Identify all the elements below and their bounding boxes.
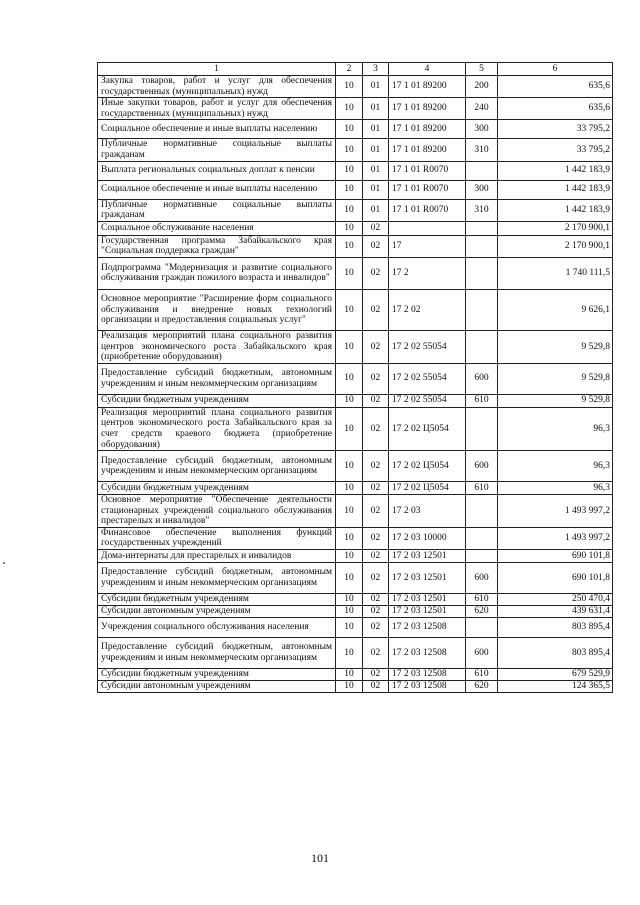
header-col-6: 6 bbox=[498, 63, 613, 76]
amount-cell: 9 626,1 bbox=[498, 289, 613, 330]
table-row bbox=[98, 180, 613, 199]
amount-cell: 9 529,8 bbox=[498, 330, 613, 363]
table-row bbox=[98, 221, 613, 235]
section-cell: 10 bbox=[336, 550, 363, 563]
target-article-cell: 17 2 03 12501 bbox=[389, 563, 466, 594]
target-article-cell: 17 2 03 12508 bbox=[389, 638, 466, 669]
expense-type-cell: 610 bbox=[466, 669, 498, 681]
table-row bbox=[98, 669, 613, 681]
amount-cell: 1 493 997,2 bbox=[498, 495, 613, 528]
row-name-cell: Субсидии автономным учреждениям bbox=[98, 606, 336, 618]
section-cell: 10 bbox=[336, 76, 363, 98]
subsection-cell: 02 bbox=[363, 257, 389, 289]
header-col-2: 2 bbox=[336, 63, 363, 76]
target-article-cell: 17 2 03 12501 bbox=[389, 606, 466, 618]
subsection-cell: 02 bbox=[363, 451, 389, 482]
amount-cell: 250 470,4 bbox=[498, 594, 613, 606]
table-row bbox=[98, 330, 613, 363]
target-article-cell: 17 1 01 89200 bbox=[389, 139, 466, 161]
table-row bbox=[98, 199, 613, 221]
subsection-cell: 02 bbox=[363, 681, 389, 693]
section-cell: 10 bbox=[336, 257, 363, 289]
header-col-3: 3 bbox=[363, 63, 389, 76]
subsection-cell: 02 bbox=[363, 550, 389, 563]
target-article-cell: 17 2 02 55054 bbox=[389, 330, 466, 363]
table-row bbox=[98, 594, 613, 606]
section-cell: 10 bbox=[336, 330, 363, 363]
expense-type-cell bbox=[466, 527, 498, 549]
subsection-cell: 02 bbox=[363, 235, 389, 257]
table-row bbox=[98, 257, 613, 289]
target-article-cell: 17 2 03 12501 bbox=[389, 594, 466, 606]
expense-type-cell bbox=[466, 618, 498, 638]
table-row bbox=[98, 407, 613, 450]
scan-speck bbox=[3, 562, 5, 564]
amount-cell: 1 442 183,9 bbox=[498, 161, 613, 180]
expense-type-cell: 620 bbox=[466, 681, 498, 693]
expense-type-cell: 300 bbox=[466, 180, 498, 199]
subsection-cell: 01 bbox=[363, 76, 389, 98]
row-name-cell: Закупка товаров, работ и услуг для обеспечения государственных (муниципальных) нужд bbox=[98, 76, 336, 98]
row-name-cell: Субсидии автономным учреждениям bbox=[98, 681, 336, 693]
amount-cell: 690 101,8 bbox=[498, 563, 613, 594]
expense-type-cell: 300 bbox=[466, 120, 498, 139]
target-article-cell: 17 1 01 89200 bbox=[389, 98, 466, 120]
target-article-cell: 17 1 01 89200 bbox=[389, 120, 466, 139]
table-row bbox=[98, 139, 613, 161]
table-row bbox=[98, 681, 613, 693]
section-cell: 10 bbox=[336, 482, 363, 495]
table-row bbox=[98, 235, 613, 257]
expense-type-cell: 240 bbox=[466, 98, 498, 120]
amount-cell: 2 170 900,1 bbox=[498, 221, 613, 235]
header-col-4: 4 bbox=[389, 63, 466, 76]
section-cell: 10 bbox=[336, 221, 363, 235]
row-name-cell: Публичные нормативные социальные выплаты гражданам bbox=[98, 139, 336, 161]
target-article-cell: 17 2 02 Ц5054 bbox=[389, 451, 466, 482]
amount-cell: 9 529,8 bbox=[498, 363, 613, 394]
amount-cell: 690 101,8 bbox=[498, 550, 613, 563]
target-article-cell: 17 2 03 10000 bbox=[389, 527, 466, 549]
subsection-cell: 02 bbox=[363, 289, 389, 330]
expense-type-cell bbox=[466, 257, 498, 289]
expense-type-cell bbox=[466, 495, 498, 528]
expense-type-cell: 610 bbox=[466, 482, 498, 495]
subsection-cell: 02 bbox=[363, 606, 389, 618]
row-name-cell: Социальное обеспечение и иные выплаты населению bbox=[98, 180, 336, 199]
expense-type-cell bbox=[466, 221, 498, 235]
table-row bbox=[98, 527, 613, 549]
amount-cell: 635,6 bbox=[498, 76, 613, 98]
section-cell: 10 bbox=[336, 180, 363, 199]
table-row bbox=[98, 363, 613, 394]
header-col-5: 5 bbox=[466, 63, 498, 76]
subsection-cell: 01 bbox=[363, 161, 389, 180]
row-name-cell: Субсидии бюджетным учреждениям bbox=[98, 594, 336, 606]
section-cell: 10 bbox=[336, 669, 363, 681]
subsection-cell: 02 bbox=[363, 527, 389, 549]
subsection-cell: 02 bbox=[363, 495, 389, 528]
table-row bbox=[98, 394, 613, 407]
table-body bbox=[98, 76, 613, 693]
table-row bbox=[98, 161, 613, 180]
subsection-cell: 02 bbox=[363, 669, 389, 681]
section-cell: 10 bbox=[336, 638, 363, 669]
row-name-cell: Дома-интернаты для престарелых и инвалидов bbox=[98, 550, 336, 563]
row-name-cell: Социальное обслуживание населения bbox=[98, 221, 336, 235]
subsection-cell: 01 bbox=[363, 120, 389, 139]
row-name-cell: Иные закупки товаров, работ и услуг для обеспечения государственных (муниципальных) нужд bbox=[98, 98, 336, 120]
row-name-cell: Социальное обеспечение и иные выплаты населению bbox=[98, 120, 336, 139]
section-cell: 10 bbox=[336, 394, 363, 407]
section-cell: 10 bbox=[336, 407, 363, 450]
subsection-cell: 02 bbox=[363, 221, 389, 235]
target-article-cell: 17 1 01 R0070 bbox=[389, 199, 466, 221]
row-name-cell: Финансовое обеспечение выполнения функций государственных учреждений bbox=[98, 527, 336, 549]
section-cell: 10 bbox=[336, 98, 363, 120]
target-article-cell: 17 2 03 12508 bbox=[389, 681, 466, 693]
section-cell: 10 bbox=[336, 363, 363, 394]
amount-cell: 33 795,2 bbox=[498, 120, 613, 139]
row-name-cell: Учреждения социального обслуживания населения bbox=[98, 618, 336, 638]
target-article-cell: 17 2 03 bbox=[389, 495, 466, 528]
section-cell: 10 bbox=[336, 618, 363, 638]
table-row bbox=[98, 451, 613, 482]
expense-type-cell: 310 bbox=[466, 199, 498, 221]
subsection-cell: 01 bbox=[363, 180, 389, 199]
subsection-cell: 02 bbox=[363, 638, 389, 669]
row-name-cell: Субсидии бюджетным учреждениям bbox=[98, 669, 336, 681]
subsection-cell: 02 bbox=[363, 482, 389, 495]
expense-type-cell: 310 bbox=[466, 139, 498, 161]
target-article-cell: 17 1 01 89200 bbox=[389, 76, 466, 98]
amount-cell: 803 895,4 bbox=[498, 618, 613, 638]
target-article-cell bbox=[389, 221, 466, 235]
table-row bbox=[98, 289, 613, 330]
table-row bbox=[98, 638, 613, 669]
section-cell: 10 bbox=[336, 199, 363, 221]
target-article-cell: 17 2 03 12508 bbox=[389, 669, 466, 681]
target-article-cell: 17 2 03 12508 bbox=[389, 618, 466, 638]
amount-cell: 1 442 183,9 bbox=[498, 199, 613, 221]
row-name-cell: Предоставление субсидий бюджетным, автономным учреждениям и иным некоммерческим организациям bbox=[98, 363, 336, 394]
target-article-cell: 17 bbox=[389, 235, 466, 257]
table-row bbox=[98, 618, 613, 638]
section-cell: 10 bbox=[336, 495, 363, 528]
table-header-row bbox=[98, 63, 613, 76]
section-cell: 10 bbox=[336, 289, 363, 330]
amount-cell: 439 631,4 bbox=[498, 606, 613, 618]
target-article-cell: 17 2 02 bbox=[389, 289, 466, 330]
amount-cell: 96,3 bbox=[498, 451, 613, 482]
expense-type-cell bbox=[466, 289, 498, 330]
amount-cell: 96,3 bbox=[498, 482, 613, 495]
expense-type-cell bbox=[466, 550, 498, 563]
row-name-cell: Предоставление субсидий бюджетным, автономным учреждениям и иным некоммерческим организациям bbox=[98, 451, 336, 482]
expense-type-cell bbox=[466, 235, 498, 257]
amount-cell: 2 170 900,1 bbox=[498, 235, 613, 257]
budget-table bbox=[97, 62, 613, 693]
section-cell: 10 bbox=[336, 563, 363, 594]
expense-type-cell bbox=[466, 330, 498, 363]
subsection-cell: 02 bbox=[363, 363, 389, 394]
subsection-cell: 02 bbox=[363, 407, 389, 450]
amount-cell: 635,6 bbox=[498, 98, 613, 120]
section-cell: 10 bbox=[336, 606, 363, 618]
amount-cell: 803 895,4 bbox=[498, 638, 613, 669]
expense-type-cell bbox=[466, 161, 498, 180]
table-row bbox=[98, 76, 613, 98]
page-number: 101 bbox=[311, 851, 329, 865]
row-name-cell: Государственная программа Забайкальского края "Социальная поддержка граждан" bbox=[98, 235, 336, 257]
table-row bbox=[98, 120, 613, 139]
target-article-cell: 17 2 03 12501 bbox=[389, 550, 466, 563]
section-cell: 10 bbox=[336, 235, 363, 257]
subsection-cell: 01 bbox=[363, 98, 389, 120]
expense-type-cell: 610 bbox=[466, 594, 498, 606]
table-row bbox=[98, 98, 613, 120]
expense-type-cell: 200 bbox=[466, 76, 498, 98]
row-name-cell: Субсидии бюджетным учреждениям bbox=[98, 482, 336, 495]
table-row bbox=[98, 606, 613, 618]
row-name-cell: Выплата региональных социальных доплат к пенсии bbox=[98, 161, 336, 180]
table-row bbox=[98, 482, 613, 495]
amount-cell: 1 442 183,9 bbox=[498, 180, 613, 199]
expense-type-cell: 620 bbox=[466, 606, 498, 618]
subsection-cell: 01 bbox=[363, 199, 389, 221]
subsection-cell: 01 bbox=[363, 139, 389, 161]
amount-cell: 96,3 bbox=[498, 407, 613, 450]
header-col-1: 1 bbox=[98, 63, 336, 76]
section-cell: 10 bbox=[336, 527, 363, 549]
target-article-cell: 17 2 02 55054 bbox=[389, 363, 466, 394]
row-name-cell: Предоставление субсидий бюджетным, автономным учреждениям и иным некоммерческим организациям bbox=[98, 563, 336, 594]
row-name-cell: Подпрограмма "Модернизация и развитие социального обслуживания граждан пожилого возраста и инвалидов" bbox=[98, 257, 336, 289]
section-cell: 10 bbox=[336, 451, 363, 482]
target-article-cell: 17 1 01 R0070 bbox=[389, 180, 466, 199]
amount-cell: 9 529,8 bbox=[498, 394, 613, 407]
section-cell: 10 bbox=[336, 139, 363, 161]
row-name-cell: Публичные нормативные социальные выплаты гражданам bbox=[98, 199, 336, 221]
target-article-cell: 17 2 02 Ц5054 bbox=[389, 407, 466, 450]
subsection-cell: 02 bbox=[363, 563, 389, 594]
expense-type-cell bbox=[466, 407, 498, 450]
target-article-cell: 17 2 02 Ц5054 bbox=[389, 482, 466, 495]
row-name-cell: Реализация мероприятий плана социального развития центров экономического роста Забайкальского края (приобретение оборудования) bbox=[98, 330, 336, 363]
expense-type-cell: 610 bbox=[466, 394, 498, 407]
target-article-cell: 17 2 bbox=[389, 257, 466, 289]
target-article-cell: 17 2 02 55054 bbox=[389, 394, 466, 407]
row-name-cell: Основное мероприятие "Расширение форм социального обслуживания и внедрение новых технологий организации и предоставления социальных услуг" bbox=[98, 289, 336, 330]
row-name-cell: Субсидии бюджетным учреждениям bbox=[98, 394, 336, 407]
expense-type-cell: 600 bbox=[466, 638, 498, 669]
section-cell: 10 bbox=[336, 681, 363, 693]
expense-type-cell: 600 bbox=[466, 451, 498, 482]
amount-cell: 1 740 111,5 bbox=[498, 257, 613, 289]
subsection-cell: 02 bbox=[363, 330, 389, 363]
section-cell: 10 bbox=[336, 594, 363, 606]
row-name-cell: Основное мероприятие "Обеспечение деятельности стационарных учреждений социального обслуживания престарелых и инвалидов" bbox=[98, 495, 336, 528]
section-cell: 10 bbox=[336, 120, 363, 139]
amount-cell: 124 365,5 bbox=[498, 681, 613, 693]
section-cell: 10 bbox=[336, 161, 363, 180]
subsection-cell: 02 bbox=[363, 394, 389, 407]
subsection-cell: 02 bbox=[363, 594, 389, 606]
expense-type-cell: 600 bbox=[466, 363, 498, 394]
table-row bbox=[98, 550, 613, 563]
subsection-cell: 02 bbox=[363, 618, 389, 638]
row-name-cell: Реализация мероприятий плана социального развития центров экономического роста Забайкальского края за счет средств краевого бюджета (приобретение оборудования) bbox=[98, 407, 336, 450]
table-row bbox=[98, 495, 613, 528]
target-article-cell: 17 1 01 R0070 bbox=[389, 161, 466, 180]
amount-cell: 679 529,9 bbox=[498, 669, 613, 681]
row-name-cell: Предоставление субсидий бюджетным, автономным учреждениям и иным некоммерческим организациям bbox=[98, 638, 336, 669]
amount-cell: 1 493 997,2 bbox=[498, 527, 613, 549]
table-row bbox=[98, 563, 613, 594]
expense-type-cell: 600 bbox=[466, 563, 498, 594]
amount-cell: 33 795,2 bbox=[498, 139, 613, 161]
